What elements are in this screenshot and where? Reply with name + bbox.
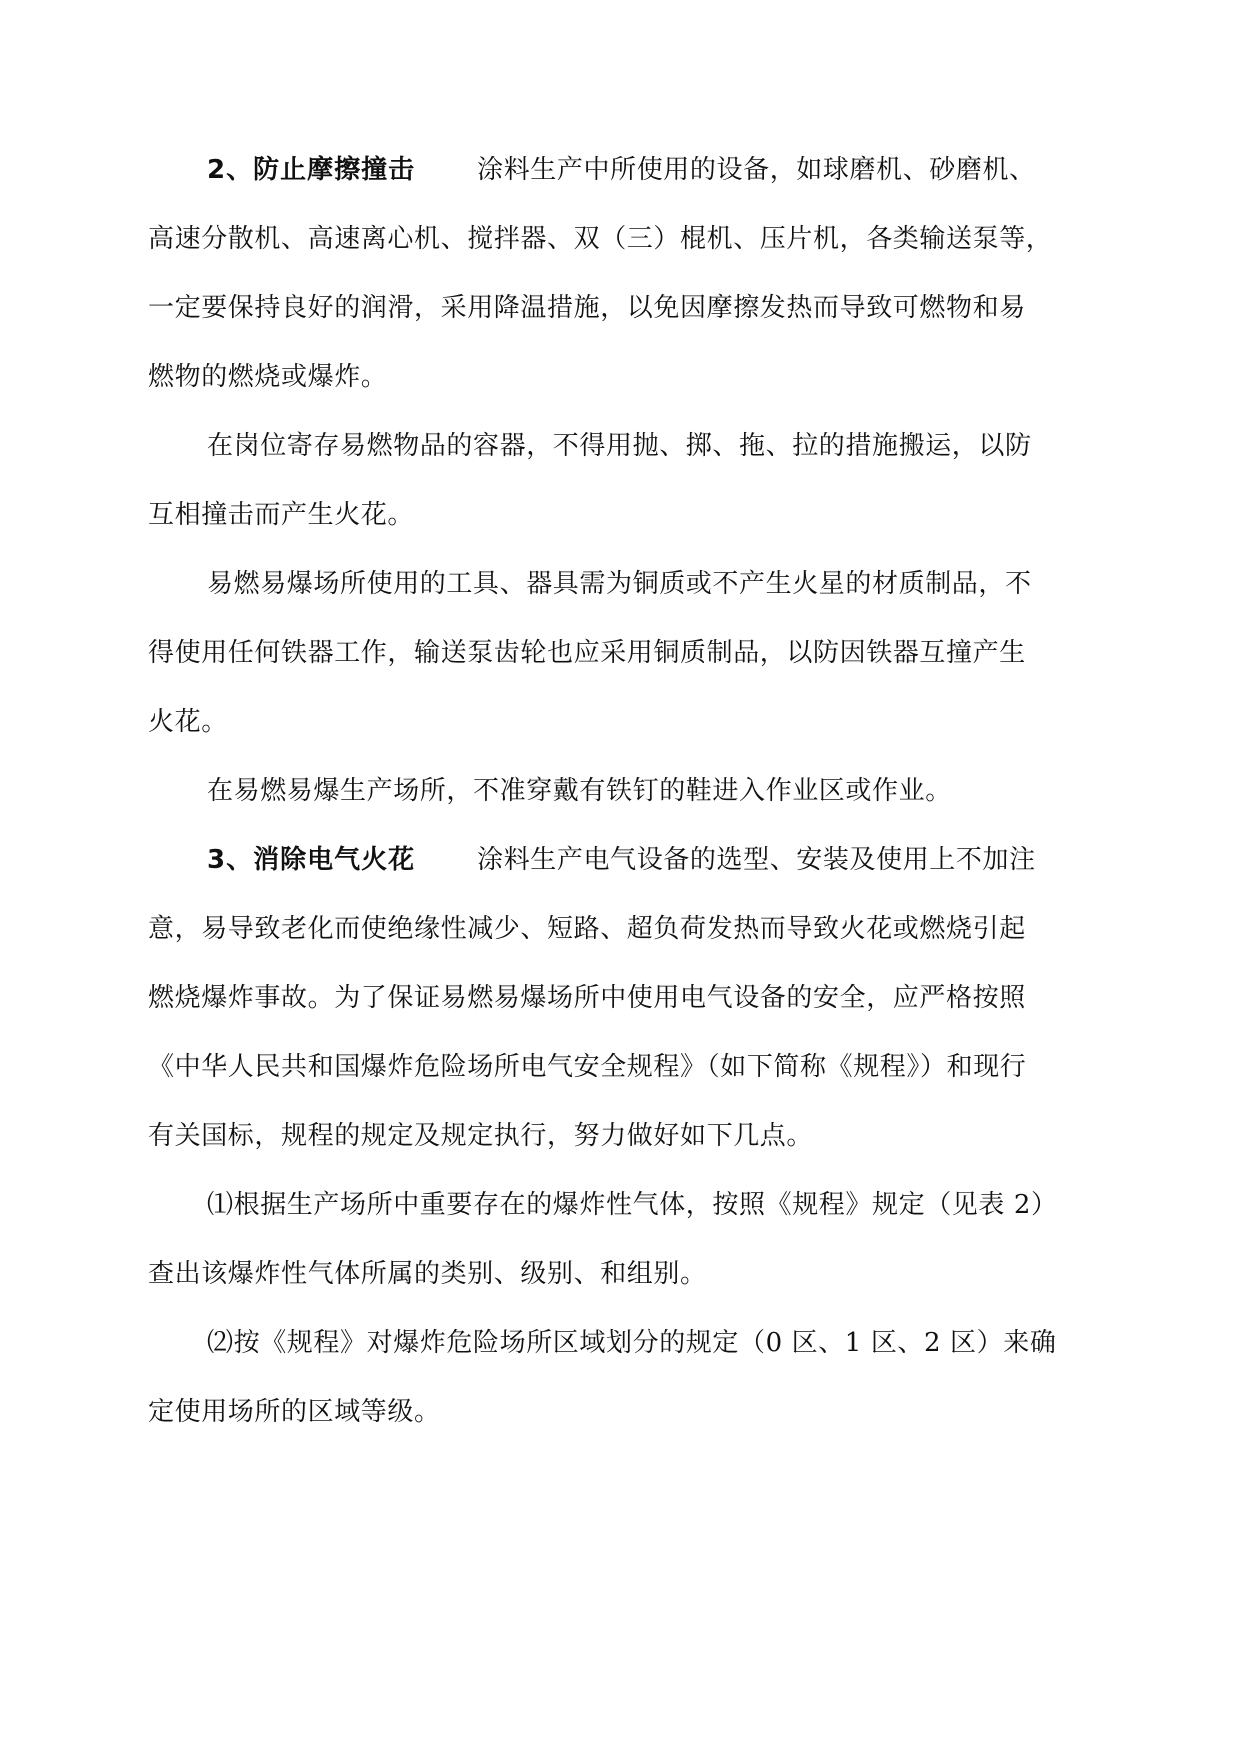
section-3-first-line: [207, 840, 1098, 880]
list-item-line: 查出该爆炸性气体所属的类别、级别、和组别。: [148, 1259, 707, 1289]
paragraph-line: 意，易导致老化而使绝缘性减少、短路、超负荷发热而导致火花或燃烧引起: [148, 914, 1026, 944]
list-item-line: 定使用场所的区域等级。: [148, 1397, 441, 1427]
paragraph-line: 燃物的燃烧或爆炸。: [148, 362, 388, 392]
paragraph-line: 易燃易爆场所使用的工具、器具需为铜质或不产生火星的材质制品，不: [207, 569, 1032, 599]
paragraph-text: 涂料生产电气设备的选型、安装及使用上不加注: [477, 845, 1036, 875]
list-item-line: ⑵按《规程》对爆炸危险场所区域划分的规定（0 区、1 区、2 区）来确: [207, 1328, 1057, 1358]
paragraph-line: 互相撞击而产生火花。: [148, 500, 415, 530]
paragraph-line: 火花。: [148, 707, 228, 737]
paragraph-line: 有关国标，规程的规定及规定执行，努力做好如下几点。: [148, 1121, 814, 1151]
paragraph-text: 涂料生产中所使用的设备，如球磨机、砂磨机、: [477, 155, 1036, 185]
paragraph-line: 燃烧爆炸事故。为了保证易燃易爆场所中使用电气设备的安全，应严格按照: [148, 983, 1026, 1013]
paragraph-line: 一定要保持良好的润滑，采用降温措施，以免因摩擦发热而导致可燃物和易: [148, 293, 1026, 323]
section-heading-friction: 2、防止摩擦撞击: [207, 155, 416, 185]
paragraph-line: 高速分散机、高速离心机、搅拌器、双（三）棍机、压片机，各类输送泵等，: [148, 224, 1053, 254]
list-item-line: ⑴根据生产场所中重要存在的爆炸性气体，按照《规程》规定（见表 2）: [207, 1190, 1058, 1220]
section-2-first-line: [207, 150, 1098, 190]
paragraph-line: 在岗位寄存易燃物品的容器，不得用抛、掷、拖、拉的措施搬运，以防: [207, 431, 1032, 461]
paragraph-line: 在易燃易爆生产场所，不准穿戴有铁钉的鞋进入作业区或作业。: [207, 776, 952, 806]
section-heading-electrical: 3、消除电气火花: [207, 845, 416, 875]
paragraph-line: 得使用任何铁器工作，输送泵齿轮也应采用铜质制品，以防因铁器互撞产生: [148, 638, 1026, 668]
paragraph-line: 《中华人民共和国爆炸危险场所电气安全规程》（如下简称《规程》）和现行: [148, 1052, 1027, 1082]
